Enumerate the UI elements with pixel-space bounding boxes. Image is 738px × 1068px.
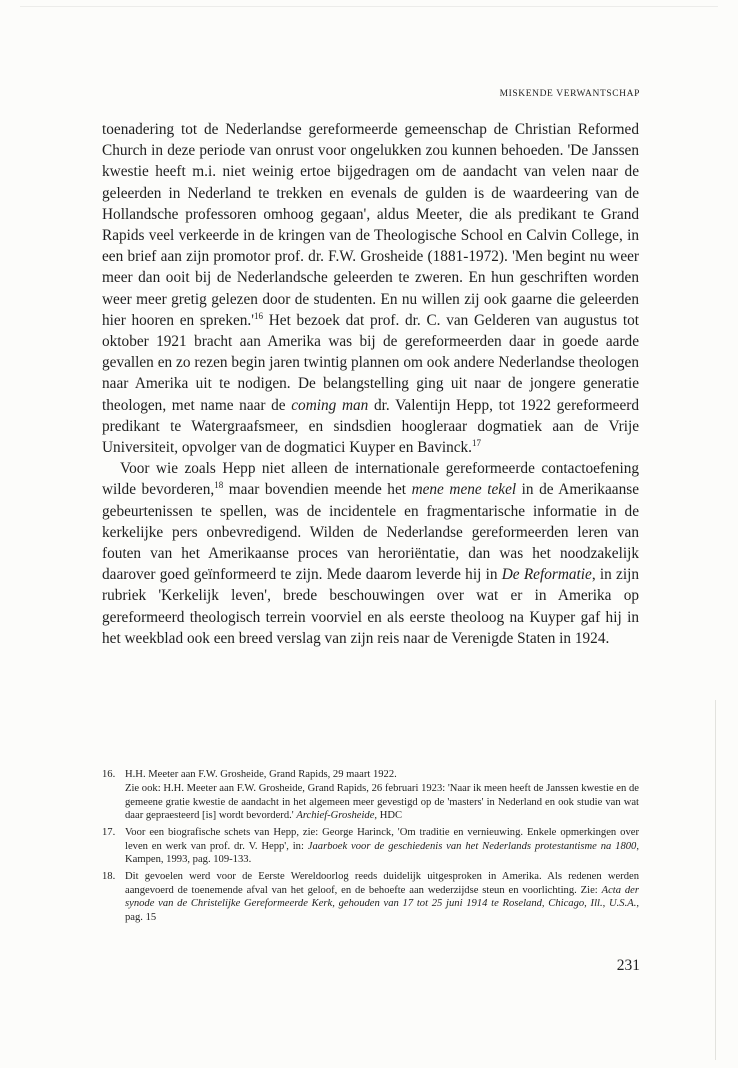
paragraph-2 bbox=[102, 458, 639, 649]
footnote-ref-18[interactable]: 18 bbox=[214, 480, 224, 491]
paragraph-2-italic-1: mene mene tekel bbox=[411, 481, 517, 499]
paragraph-2-text-b: maar bovendien meende het bbox=[223, 481, 412, 499]
footnote-17-italic: Jaarboek voor de geschiedenis van het Nederlands protestantisme na 1800 bbox=[307, 840, 637, 852]
paragraph-2-text-c: in de Amerikaanse gebeurtenissen te spellen, was de incidentele en fragmentarische informatie in de kerkelijke pers onbevredigend. Wilden de Nederlandse gereformeerden leren van fouten van het Amerikaanse proces van heroriëntatie, dan was het noodzakelijk daarover goed geïnformeerd te zijn. Mede daarom leverde hij in bbox=[102, 481, 639, 584]
paragraph-1 bbox=[102, 119, 639, 458]
footnote-number: 16. bbox=[102, 769, 116, 780]
footnote-18-italic: Acta der synode van de Christelijke Gereformeerde Kerk, gehouden van 17 tot 25 juni 1914 te Roseland, Chicago, Ill., U.S.A. bbox=[125, 884, 639, 910]
page-edge-top bbox=[20, 6, 718, 7]
paragraph-1-text-c: dr. Valentijn Hepp, tot 1922 gereformeerd predikant te Watergraafsmeer, en sindsdien hoogleraar dogmatiek aan de Vrije Universiteit, opvolger van de dogmatici Kuyper en Bavinck. bbox=[102, 396, 640, 457]
footnote-ref-17[interactable]: 17 bbox=[472, 437, 482, 448]
footnote-ref-16[interactable]: 16 bbox=[254, 310, 264, 321]
footnote-number: 18. bbox=[102, 870, 116, 882]
footnotes bbox=[102, 768, 639, 928]
page-number: 231 bbox=[616, 957, 640, 974]
footnote-16-line-2: Zie ook: H.H. Meeter aan F.W. Grosheide, Grand Rapids, 26 februari 1923: 'Naar ik meen heeft de Janssen kwestie en de gemeene gratie kwestie de aandacht in het algemeen meer gevestigd op de 'masters' in Nederland en ook studie van wat daar gepraesteerd [is] wordt bevorderd.' Archief-Grosheide, HDC bbox=[125, 782, 639, 822]
paragraph-2-text-a: Voor wie zoals Hepp niet alleen de internationale gereformeerde contactoefening wilde bevorderen, bbox=[102, 460, 639, 499]
footnote-18: 18. Dit gevoelen werd voor de Eerste Wereldoorlog reeds duidelijk uitgesproken in Amerika. Als redenen werden aangevoerd de toenemende afval van het geloof, en de behoefte aan wederzijdse steun en voorlichting. Zie: Acta der synode van de Christelijke Gereformeerde Kerk, gehouden van 17 tot 25 juni 1914 te Roseland, Chicago, Ill., U.S.A., pag. 15 bbox=[102, 870, 639, 924]
running-head: MISKENDE VERWANTSCHAP bbox=[499, 89, 640, 99]
footnote-16 bbox=[102, 768, 639, 823]
footnote-16-italic: Archief-Grosheide bbox=[296, 810, 375, 822]
footnote-16-line-1: H.H. Meeter aan F.W. Grosheide, Grand Rapids, 29 maart 1922. bbox=[125, 769, 397, 780]
paragraph-2-text-d: , in zijn rubriek 'Kerkelijk leven', brede beschouwingen over wat er in Amerika op gereformeerd theologisch terrein voorviel en als eerste theoloog na Kuyper gaf hij in het weekblad ook een breed verslag van zijn reis naar de Verenigde Staten in 1924. bbox=[102, 566, 639, 647]
page-edge-right bbox=[715, 700, 716, 1060]
paragraph-1-text-a: toenadering tot de Nederlandse gereformeerde gemeenschap de Christian Reformed Church in deze periode van onrust voor ongelukken zou kunnen behoeden. 'De Janssen kwestie heeft m.i. niet weinig ertoe bijgedragen om de aandacht van velen naar de geleerden in Nederland te trekken en evenals de gulden is de waardeering van de Hollandsche professoren omhoog gegaan', aldus Meeter, die als predikant te Grand Rapids veel verkeerde in de kringen van de Theologische School en Calvin College, in een brief aan zijn promotor prof. dr. F.W. Grosheide (1881-1972). 'Men begint nu weer meer dan ooit bij de Nederlandsche geleerden te zweren. En hun geschriften worden weer meer gretig gelezen door de studenten. En nu willen zij ook gaarne die geleerden hier hooren en spreken.' bbox=[102, 121, 639, 329]
paragraph-1-text-b: Het bezoek dat prof. dr. C. van Gelderen van augustus tot oktober 1921 bracht aan Amerika was bij de gereformeerden daar in goede aarde gevallen en zo rezen begin jaren twintig plannen om ook andere Nederlandse theologen naar Amerika uit te nodigen. De belangstelling ging uit naar de jongere generatie theologen, met name naar de bbox=[102, 311, 639, 414]
body-text bbox=[102, 119, 639, 649]
paragraph-1-italic: coming man bbox=[291, 396, 369, 414]
paragraph-2-italic-2: De Reformatie bbox=[501, 566, 592, 584]
footnote-17: 17. Voor een biografische schets van Hepp, zie: George Harinck, 'Om traditie en vernieuwing. Enkele opmerkingen over leven en werk van prof. dr. V. Hepp', in: Jaarboek voor de geschiedenis van het Nederlands protestantisme na 1800, Kampen, 1993, pag. 109-133. bbox=[102, 826, 639, 866]
footnote-number: 17. bbox=[102, 826, 116, 838]
